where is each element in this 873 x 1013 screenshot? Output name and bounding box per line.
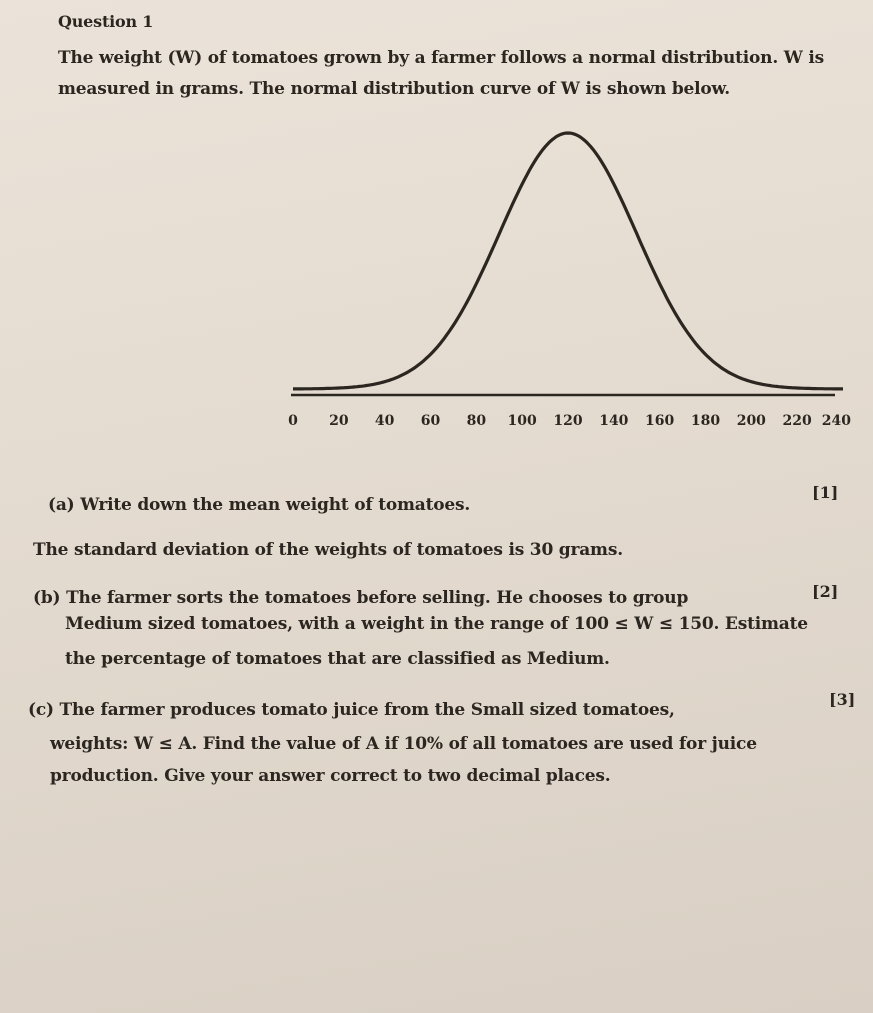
part-a-text: (a) Write down the mean weight of tomatoes. xyxy=(48,495,471,515)
part-b-line-1: (b) The farmer sorts the tomatoes before selling. He chooses to group xyxy=(33,588,689,608)
intro-line-1: The weight (W) of tomatoes grown by a farmer follows a normal distribution. W is xyxy=(58,48,825,68)
x-tick-label: 40 xyxy=(374,413,395,429)
part-b-line-2-start: Medium sized tomatoes, with a weight in the range of xyxy=(65,614,574,634)
question-heading: Question 1 xyxy=(58,12,154,31)
x-tick-label: 180 xyxy=(690,413,721,429)
x-tick-label: 240 xyxy=(821,413,851,429)
part-b-line-3: the percentage of tomatoes that are classified as Medium. xyxy=(65,649,610,669)
normal-distribution-chart xyxy=(0,0,873,470)
part-a-marks: [1] xyxy=(812,483,839,502)
x-tick-label: 80 xyxy=(466,413,487,429)
standard-deviation-statement: The standard deviation of the weights of tomatoes is 30 grams. xyxy=(33,540,623,560)
intro-line-2: measured in grams. The normal distribution curve of W is shown below. xyxy=(58,79,730,99)
x-tick-label: 220 xyxy=(782,413,812,429)
part-b-range-math: 100 ≤ W ≤ 150 xyxy=(573,614,714,634)
x-tick-label: 20 xyxy=(329,413,349,429)
part-c-marks: [3] xyxy=(829,690,856,709)
part-c-line-2 xyxy=(50,734,757,754)
part-b-line-2 xyxy=(65,614,808,634)
x-tick-label: 140 xyxy=(599,413,629,429)
part-c-line-2-end: . Find the value of A if 10% of all tomatoes are used for juice xyxy=(191,734,757,754)
part-c-line-2-start: weights: xyxy=(50,734,134,754)
part-b-line-2-end: . Estimate xyxy=(713,614,808,634)
part-c-line-3: production. Give your answer correct to two decimal places. xyxy=(50,766,611,786)
part-c-inequality-math: W ≤ A xyxy=(133,734,192,754)
part-b-marks: [2] xyxy=(812,582,839,601)
part-c-line-1: (c) The farmer produces tomato juice from the Small sized tomatoes, xyxy=(28,700,675,720)
x-tick-labels xyxy=(288,413,851,429)
x-tick-label: 0 xyxy=(288,413,298,429)
x-tick-label: 160 xyxy=(645,413,675,429)
x-tick-label: 120 xyxy=(553,413,583,429)
normal-curve xyxy=(293,133,843,389)
x-tick-label: 200 xyxy=(736,413,766,429)
x-tick-label: 100 xyxy=(507,413,537,429)
x-tick-label: 60 xyxy=(420,413,441,429)
